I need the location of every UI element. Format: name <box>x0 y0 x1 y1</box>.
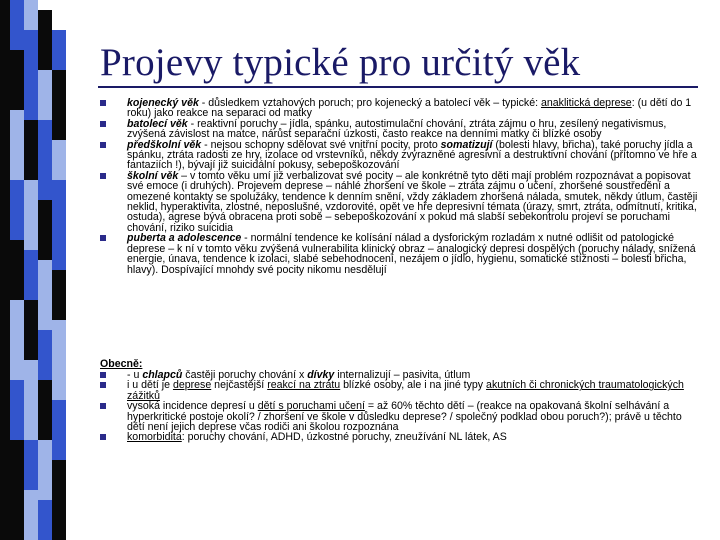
square-bullet-icon <box>100 403 106 409</box>
list-item: předškolní věk - nejsou schopny sdělovat své vnitřní pocity, proto somatizují (bolesti hlavy, břicha), také poruchy jídla a spánku, ztráta radosti ze hry, izolace od vrstevníků, někdy zvýrazněné agresivní a destruktivní chování (přítomno ve hře a fantaziích !), bývají již suicidální pokusy, sebepoškozování <box>100 140 700 171</box>
list-item: i u dětí je deprese nejčastější reakcí na ztrátu blízké osoby, ale i na jiné typy akutních či chronických traumatologických zážitků <box>100 380 700 401</box>
list-item: školní věk – v tomto věku umí již verbalizovat své pocity – ale konkrétně tyto děti mají problém rozpoznávat a popisovat své emoce (i druhých). Projevem deprese – náhlé zhoršení ve škole – ztráta zájmu o učení, zhoršené soustředění a omezené kontakty se spolužáky, tendence k denním snění, vždy základem zhoršená nálada, smutek, někdy útlum, častěji neklid, hyperaktivita, zlostné, neposlušné, vzdorovité, opět ve hře depresivní témata (úrazy, smrt, ztráta, odmítnutí, kritika, ostuda), agrese bývá obracena proti sobě – sebepoškozování x pokud má slabší sebekontrolu projeví se poruchami chování, riziko suicidia <box>100 171 700 233</box>
list-item: - u chlapců častěji poruchy chování x dívky internalizují – pasivita, útlum <box>100 370 700 380</box>
square-bullet-icon <box>100 235 106 241</box>
title-divider <box>98 86 698 88</box>
age-list <box>100 98 700 275</box>
square-bullet-icon <box>100 100 106 106</box>
list-item: puberta a adolescence - normální tendence ke kolísání nálad a dysforickým rozladám x nutné odlišit od patologické deprese – k ní v tomto věku zvýšená vulnerabilita klinický obraz – analogický depresi dospělých (poruchy nálady, snížená energie, únava, tendence k izolaci, slabé sebehodnocení, nezájem o jídlo, hygienu, somatické stížnosti – bolesti břicha, hlavy). Dospívající mnohdy své pocity nikomu nesdělují <box>100 233 700 275</box>
square-bullet-icon <box>100 372 106 378</box>
square-bullet-icon <box>100 142 106 148</box>
list-item: batolecí věk - reaktivní poruchy – jídla, spánku, autostimulační chování, ztráta zájmu o hru, zesílený negativismus, zvýšená závislost na matce, nárůst separační úzkosti, často reakce na denními matky či blízké osoby <box>100 119 700 140</box>
list-item: vysoká incidence depresí u dětí s poruchami učení = až 60% těchto dětí – (reakce na opakovaná školní selhávání a hyperkritické postoje okolí? / zhoršení ve škole v důsledku deprese? / společný podklad obou poruch?); právě u těchto dětí není jejich deprese včas rodiči ani školou rozpoznána <box>100 401 700 432</box>
general-heading: Obecně: <box>100 358 143 370</box>
square-bullet-icon <box>100 382 106 388</box>
list-item: komorbidita: poruchy chování, ADHD, úzkostné poruchy, zneužívání NL látek, AS <box>100 432 700 442</box>
square-bullet-icon <box>100 173 106 179</box>
page-title: Projevy typické pro určitý věk <box>100 41 581 84</box>
general-list <box>100 370 700 443</box>
decorative-stripe <box>0 0 78 540</box>
square-bullet-icon <box>100 121 106 127</box>
square-bullet-icon <box>100 434 106 440</box>
list-item: kojenecký věk - důsledkem vztahových poruch; pro kojenecký a batolecí věk – typické: anaklitická deprese: (u dětí do 1 roku) jako reakce na separaci od matky <box>100 98 700 119</box>
